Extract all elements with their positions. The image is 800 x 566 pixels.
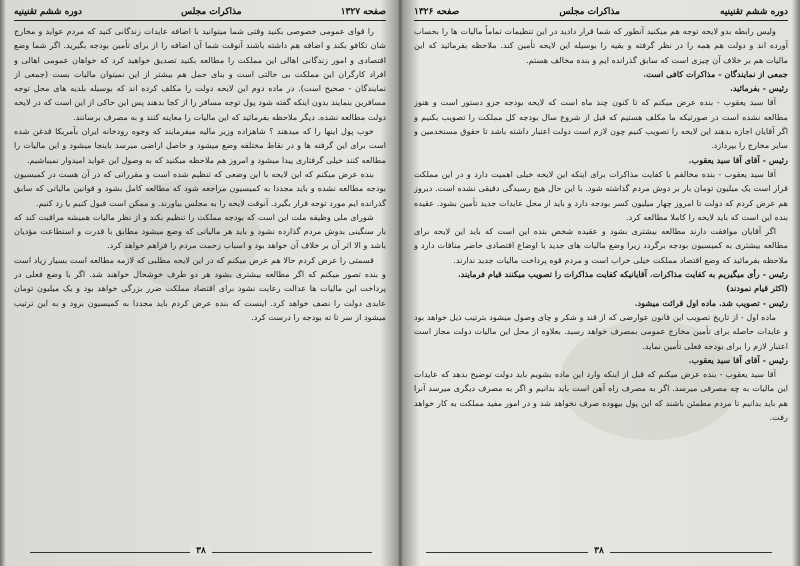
header-period: دوره ششم تقنینیه xyxy=(720,7,788,17)
body-paragraph: آقا سید یعقوب - بنده عرض میکنم که قبل از اینکه وارد این ماده بشویم باید دولت توضیح بدهد که عایدات این مالیات به چه مصرفی میرسد. اگر به مصرف راه آهن است باید بدانیم و اگر به مصرف دیگری میرسد آنرا هم باید بدانیم تا مردم مطمئن باشند که این پول بیهوده صرف نخواهد شد و در امور مفید مملکت به کار خواهد رفت. xyxy=(414,369,788,423)
speaker-line: رئیس - آقای آقا سید یعقوب. xyxy=(688,154,788,165)
body-paragraph: آقا سید یعقوب - بنده مخالفم با کفایت مذاکرات برای اینکه این لایحه خیلی اهمیت دارد و در این مملکت قرار است یک میلیون تومان بار بر دوش مردم گذاشته شود. با این حال هیچ رسیدگی دقیقی نشده است. دیروز هم عرض کردم که دولت تا امروز چهار میلیون کسر بودجه دارد و باید از محل عایدات جدید تأمین بشود. عقیده بنده این است که باید لایحه را کاملا مطالعه کرد. xyxy=(414,168,788,222)
right-page-footer xyxy=(406,546,792,560)
header-session-title: مذاکرات مجلس xyxy=(181,7,242,17)
body-paragraph: شورای ملی وظیفه ملت این است که بودجه مملکت را تنظیم بکند و از نظر مالیات همیشه مراقبت کند که بار سنگینی بدوش مردم گذارده نشود و باید هر مالیاتی که وضع میشود مطابق با قدرت و استطاعت مؤدیان باشد و الا اثر آن بر خلاف آن خواهد بود و اسباب زحمت مردم را فراهم خواهد کرد. xyxy=(14,211,386,251)
left-page-body xyxy=(14,24,386,542)
body-paragraph: خوب پول اینها را که میدهند ؟ شاهزاده وزیر مالیه میفرمایند که وجوه رودخانه ایران بآمریکا قدغن شده است برای این گرفته ها و در نقاط مختلفه وضع میشود و حاصل اراضی میرسد باینجا میشود و این مالیات را مطالعه کنند خیلی گرفتاری پیدا میشود و امروز هم ملاحظه میکنید که به وصول این عواید امیدوار نمیباشیم. xyxy=(14,126,386,165)
body-paragraph: بنده عرض میکنم که این لایحه با این وضعی که تنظیم شده است و مقرراتی که در آن هست در کمیسیون بودجه مطالعه نشده و باید مجددا به کمیسیون مراجعه شود که مطالعه کامل بشود و قوانین مالیاتی که سابق گذرانده ایم مورد توجه قرار بگیرد. آنوقت لایحه را به مجلس بیاورند. و ممکن است قبول کنیم یا رد کنیم. xyxy=(14,168,386,208)
speaker-line: رئیس - رأی میگیریم به کفایت مذاکرات. آقایانیکه کفایت مذاکرات را تصویب میکنند قیام فرمایند. xyxy=(457,269,788,280)
body-paragraph: آقا سید یعقوب - بنده عرض میکنم که تا کنون چند ماه است که لایحه بودجه جزو دستور است و هنوز مطالعه نشده است در صورتیکه ما مکلف هستیم که قبل از شروع سال بودجه کل مملکت را تصویب بکنیم و اگر آقایان اجازه بدهند این لایحه را تصویب کنیم چون لازم است دولت اعتبار داشته باشد تا حقوق مستخدمین و سایر مخارج را بپردازد. xyxy=(414,97,788,151)
speaker-line: رئیس - تصویب شد. ماده اول قرائت میشود. xyxy=(634,297,788,308)
header-page-label: صفحه ۱۳۲۷ xyxy=(340,7,386,17)
left-page-header xyxy=(14,4,386,21)
body-paragraph: را قوای عمومی خصوصی بکنید وقتی شما میتوانید با اضافه عایدات زندگانی کنید که مردم عوايد و مخارج شان تكافو بکند و اضافه هم داشته باشند آنوقت شما آن اضافه را از برای تأمین بودجه بگیرید. اگر شما وضع اقتصادی و امور زندگانی اهالی این مملکت را مطالعه بکنید تصدیق خواهید کرد که خواهان عمومی اهالی و افراد کارگران این مملکت بی حالتی است و بنای حمل هم بیشتر از این نمیتوان مالیات بست (جمعی از نمایندگان - صحیح است). در ماده دوم این لایحه دولت را مکلف کرده اند که بوسیله بلدیه های محل توجه مسافرین بنمایند بدون اینکه گفته شود پول توجه مسافر را از کجا بدهند پس این حاکی از این است که در لایحه دولت مطالعه نشده. دیگر ملاحظه بفرمائید که این مالیات را معاینه کنند و به مصرف برسانند. xyxy=(14,26,386,122)
page-number: ۳۸ xyxy=(588,546,610,556)
speaker-line: (اکثر قیام نمودند) xyxy=(725,283,788,294)
speaker-line: جمعی از نمایندگان - مذاکرات کافی است. xyxy=(643,68,788,79)
header-page-label: صفحه ۱۳۲۶ xyxy=(414,7,460,17)
header-period: دوره ششم تقنینیه xyxy=(14,7,82,17)
speaker-line: رئیس - بفرمائید. xyxy=(730,83,788,94)
left-page-footer xyxy=(10,546,392,560)
body-paragraph: ماده اول - از تاریخ تصویب این قانون عوارضی که از قند و شکر و چای وصول میشود بترتیب ذیل خواهد بود و عایدات حاصله برای تأمین مخارج عمومی بمصرف خواهد رسید. بعلاوه از محل این مالیات دولت مجاز است اعتبار لازم را برای بودجه فعلی تأمین نماید. xyxy=(414,311,788,351)
body-paragraph: اگر آقایان موافقت دارند مطالعه بیشتری بشود و عقیده شخص بنده این است که باید این لایحه برای مطالعه بیشتری به کمیسیون بودجه برگردد زیرا وضع مالیات های جدید با اوضاع اقتصادی حاضر منافات دارد و ملاحظه بفرمائید که وضع اقتصاد مملکت خیلی خراب است و مردم قوه پرداخت مالیات جدید ندارند. xyxy=(414,226,788,265)
right-page xyxy=(406,4,792,560)
header-session-title: مذاکرات مجلس xyxy=(559,7,620,17)
speaker-line: رئیس - آقای آقا سید یعقوب. xyxy=(688,354,788,365)
right-page-header xyxy=(414,4,788,21)
body-paragraph: ولیس رابطه بدو لایحه توجه هم میکنید آنطور که شما قرار دادید در این تنظیمات تماماً مالیات ها را بحساب آورده اند و دولت هم همه را در نظر گرفته و بقیه را بوسیله این لایحه تأمین کند. ملاحظه بفرمائید که این مالیات هم بر خلاف آن چیزی است که سابق گذرانده ایم و بنده مخالف هستم. xyxy=(414,26,788,65)
left-page xyxy=(10,4,392,560)
page-number: ۳۸ xyxy=(190,546,212,556)
body-paragraph: قسمتی را عرض کردم حالا هم عرض میکنم که در این لایحه مطلبی که لازمه مطالعه است بسیار زیاد است و بنده تصور میکنم که اگر مطالعه بیشتری بشود هر دو طرف خوشحال خواهند شد. اگر با وضع فعلی در پرداخت این مالیات ها عدالت رعایت نشود برای اقتصاد مملکت ضرر بزرگی خواهد بود و یک میلیون تومان عایدی دولت را نصف خواهد کرد. اینست که بنده عرض کردم باید مجددا به کمیسیون برود و به این ترتیب میشود از سر تا ته بودجه را درست کرد. xyxy=(14,254,386,322)
right-page-body xyxy=(414,24,788,542)
